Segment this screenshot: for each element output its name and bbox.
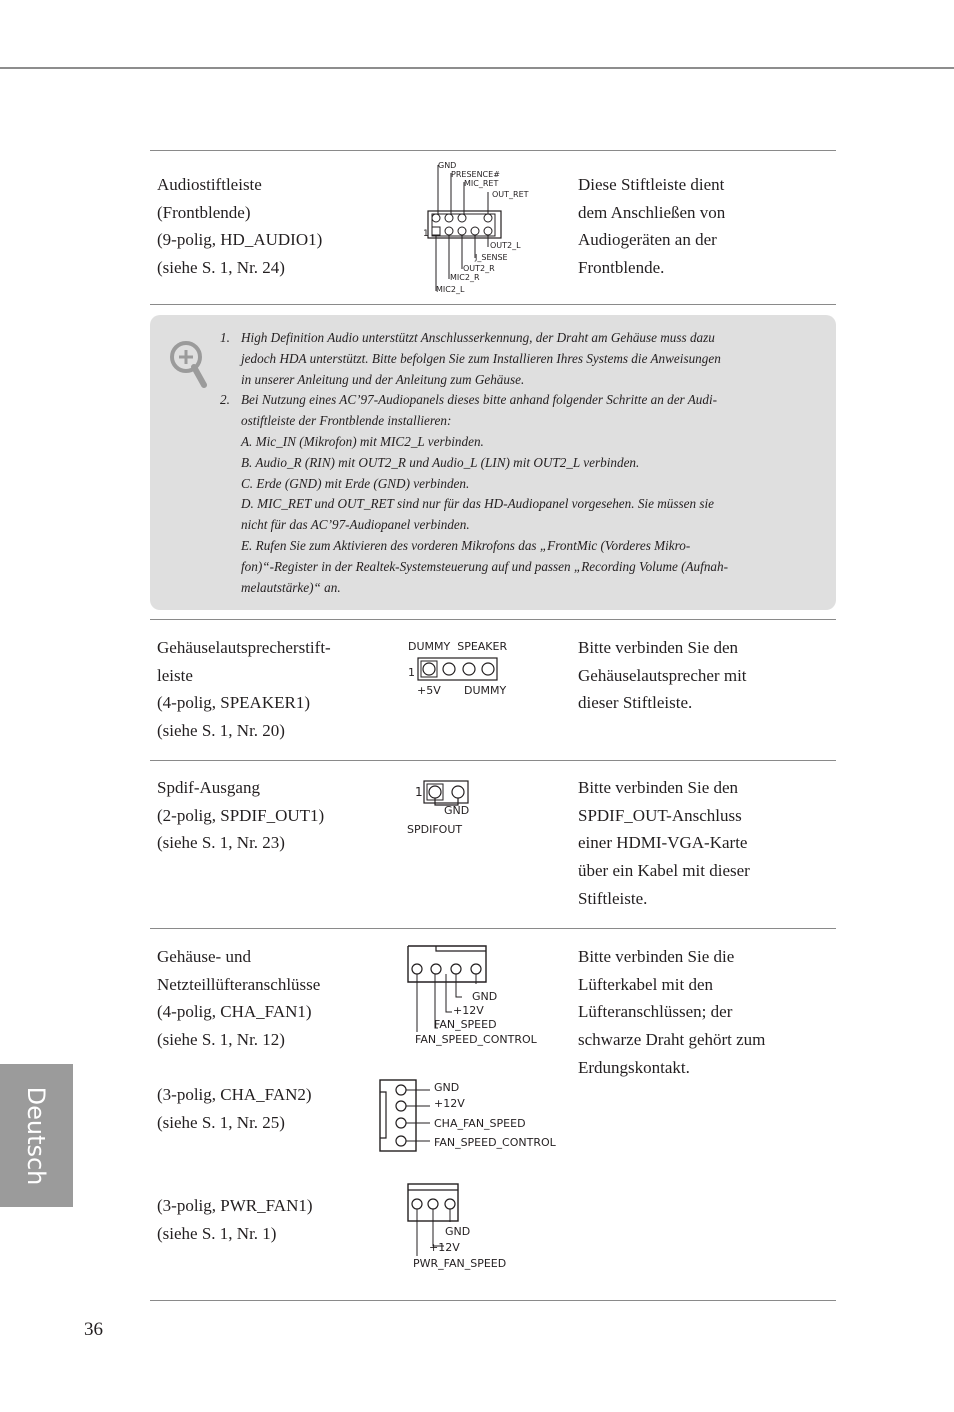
cha-fan2-title: (3-polig, CHA_FAN2) (siehe S. 1, Nr. 25) (157, 1085, 312, 1132)
svg-text:OUT2_R: OUT2_R (463, 264, 495, 273)
svg-text:GND: GND (438, 161, 457, 170)
svg-text:FAN_SPEED_CONTROL: FAN_SPEED_CONTROL (434, 1136, 556, 1149)
svg-text:PWR_FAN_SPEED: PWR_FAN_SPEED (413, 1257, 507, 1270)
language-side-tab (0, 1064, 73, 1207)
note-text: 1. High Definition Audio unterstützt Anschlusserkennung, der Draht am Gehäuse muss dazu jedoch HDA unterstützt. Bitte befolgen Sie zum Installieren Ihres Systems die Anweisungen in unserer Anleitung und der Anleitung zum Gehäuse. 2. Bei Nutzung eines AC’97-Audiopanels dieses bitte anhand folgender Schritte an der Audi- ostiftleiste der Frontblende installieren: A. Mic_IN (Mikrofon) mit MIC2_L verbinden. B. Audio_R (RIN) mit OUT2_R und Audio_L (LIN) mit OUT2_L verbinden. C. Erde (GND) mit Erde (GND) verbinden. D. MIC_RET und OUT_RET sind nur für das HD-Audiopanel vorgesehen. Sie müssen sie nicht für das AC’97-Audiopanel verbinden. E. Rufen Sie zum Aktivieren des vorderen Mikrofons das „FrontMic (Vorderes Mikro- fon)“-Register in der Realtek-Systemsteuerung auf und passen „Recording Volume (Aufnah- melautstärke)“ an. (220, 328, 780, 598)
note-item-1: 1. High Definition Audio unterstützt Anschlusserkennung, der Draht am Gehäuse muss dazu (220, 330, 715, 345)
svg-text:FAN_SPEED: FAN_SPEED (434, 1018, 497, 1031)
section-divider (150, 928, 836, 929)
spdif-header-diagram (400, 775, 500, 839)
pin1-marker: 1 (408, 666, 415, 679)
section-divider (150, 150, 836, 151)
section-divider (150, 304, 836, 305)
side-tab-label: Deutsch (22, 1086, 50, 1186)
svg-text:+12V: +12V (453, 1004, 484, 1017)
svg-text:OUT2_L: OUT2_L (490, 241, 521, 250)
hd-audio-title: Audiostiftleiste (Frontblende) (9-polig, HD_AUDIO1) (siehe S. 1, Nr. 24) (157, 175, 323, 278)
spdif-description: Bitte verbinden Sie den SPDIF_OUT-Anschluss einer HDMI-VGA-Karte über ein Kabel mit dieser Stiftleiste. (578, 778, 750, 908)
section-divider (150, 760, 836, 761)
header-rule (0, 67, 954, 69)
pwr-fan1-header-diagram (400, 1178, 540, 1274)
pin1-marker: 1 (423, 229, 429, 239)
speaker-title: Gehäuselautsprecherstift- leiste (4-polig, SPEAKER1) (siehe S. 1, Nr. 20) (157, 638, 331, 741)
speaker-header-diagram (400, 636, 530, 700)
pwr-fan1-title: (3-polig, PWR_FAN1) (siehe S. 1, Nr. 1) (157, 1196, 313, 1243)
svg-text:MIC2_R: MIC2_R (450, 273, 480, 282)
cha-fan1-header-diagram (400, 940, 560, 1050)
svg-text:MIC2_L: MIC2_L (436, 285, 465, 294)
svg-text:+12V: +12V (434, 1097, 465, 1110)
page-number: 36 (84, 1319, 103, 1340)
spdif-title: Spdif-Ausgang (2-polig, SPDIF_OUT1) (siehe S. 1, Nr. 23) (157, 778, 325, 853)
pin1-marker: 1 (415, 785, 423, 799)
magnifier-plus-icon (168, 339, 210, 391)
svg-text:GND: GND (444, 804, 470, 817)
note-item-2: 2. Bei Nutzung eines AC’97-Audiopanels dieses bitte anhand folgender Schritte an der Audi- (220, 392, 718, 408)
svg-text:J_SENSE: J_SENSE (475, 253, 508, 262)
hd-audio-description: Diese Stiftleiste dient dem Anschließen von Audiogeräten an der Frontblende. (578, 175, 726, 278)
section-divider (150, 619, 836, 620)
cha-fan2-header-diagram (376, 1076, 576, 1154)
hd-audio-header-diagram (418, 157, 548, 297)
svg-text:CHA_FAN_SPEED: CHA_FAN_SPEED (434, 1117, 526, 1130)
svg-text:OUT_RET: OUT_RET (492, 190, 529, 199)
svg-text:GND: GND (434, 1081, 460, 1094)
svg-text:GND: GND (445, 1225, 471, 1238)
cha-fan1-title: Gehäuse- und Netzteillüfteranschlüsse (4-polig, CHA_FAN1) (siehe S. 1, Nr. 12) (157, 947, 321, 1050)
svg-text:+5V: +5V (417, 684, 441, 697)
svg-text:FAN_SPEED_CONTROL: FAN_SPEED_CONTROL (415, 1033, 537, 1046)
svg-text:DUMMY SPEAKER: DUMMY SPEAKER (408, 640, 508, 653)
fan-description: Bitte verbinden Sie die Lüfterkabel mit den Lüfteranschlüssen; der schwarze Draht gehört zum Erdungskontakt. (578, 947, 766, 1077)
section-divider (150, 1300, 836, 1301)
svg-text:+12V: +12V (429, 1241, 460, 1254)
svg-text:DUMMY: DUMMY (464, 684, 507, 697)
svg-text:SPDIFOUT: SPDIFOUT (407, 823, 463, 836)
svg-text:GND: GND (472, 990, 498, 1003)
svg-text:MIC_RET: MIC_RET (464, 179, 499, 188)
svg-text:PRESENCE#: PRESENCE# (451, 170, 500, 179)
speaker-description: Bitte verbinden Sie den Gehäuselautsprecher mit dieser Stiftleiste. (578, 638, 747, 713)
